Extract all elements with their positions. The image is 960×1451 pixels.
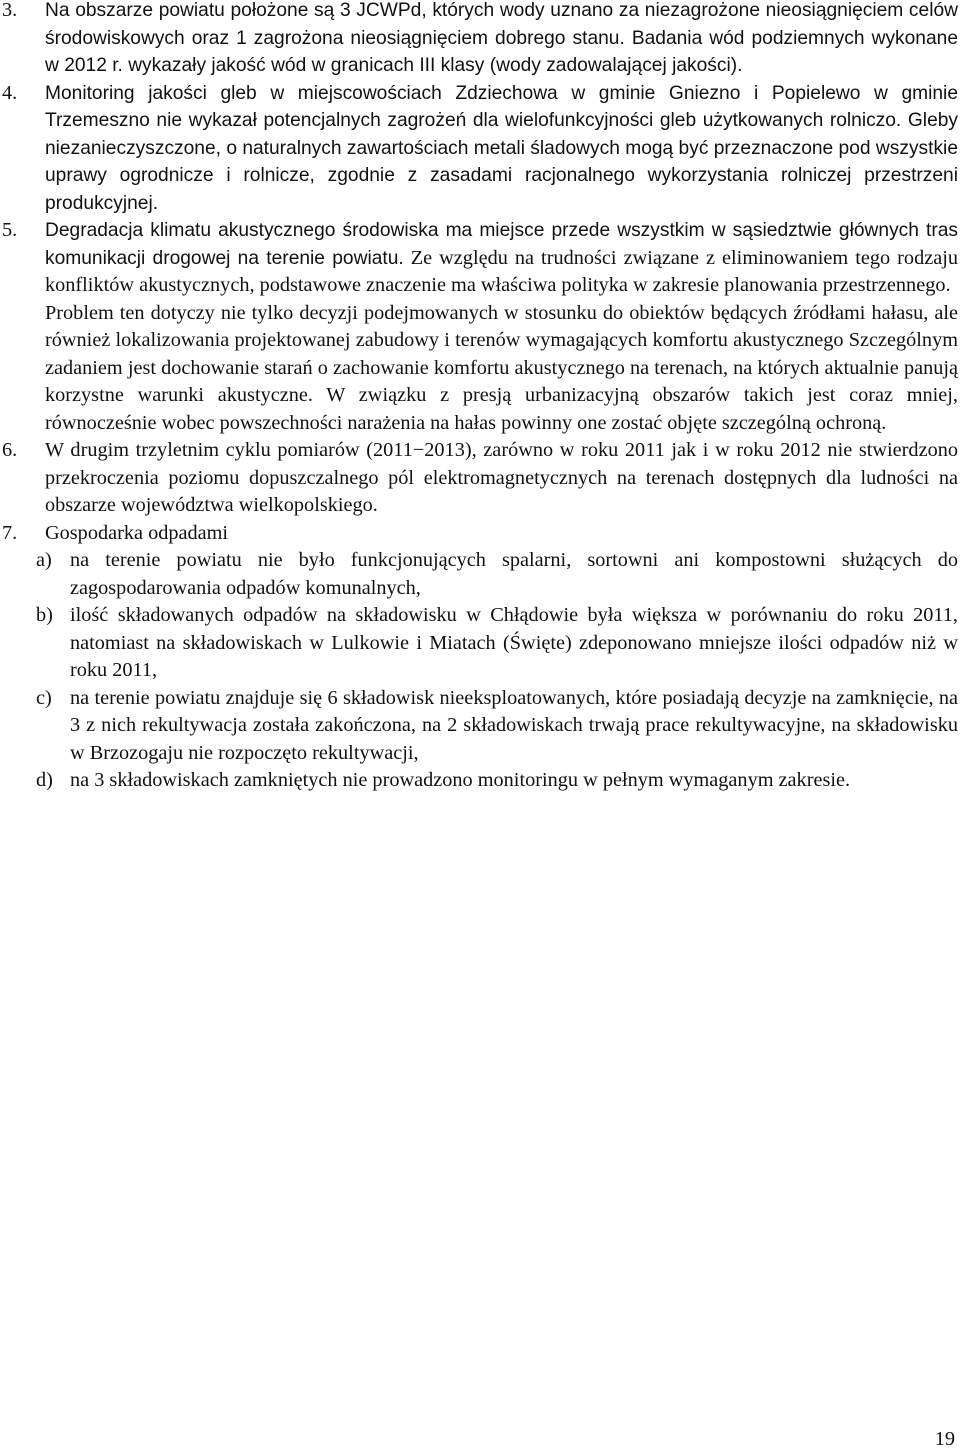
list-item-5: [0, 217, 958, 437]
subitem-label: b): [36, 604, 53, 626]
list-item-3: [0, 0, 958, 80]
item-text: W drugim trzyletnim cyklu pomiarów (2011−2013), zarówno w roku 2011 jak i w roku 2012 nie stwierdzono przekroczenia poziomu dopuszczalnego pól elektromagnetycznych na terenach dostępnych dla ludności na obszarze województwa wielkopolskiego.: [45, 439, 958, 516]
item-paragraph-2: Problem ten dotyczy nie tylko decyzji podejmowanych w stosunku do obiektów będących źródłami hałasu, ale również lokalizowania projektowanej zabudowy i terenów wymagających komfortu akustycznego Szczególnym zadaniem jest dochowanie starań o zachowanie komfortu akustycznego na terenach, na których aktualnie panują korzystne warunki akustyczne. W związku z presją urbanizacyjną obszarów takich jest coraz mniej, równocześnie wobec powszechności narażenia na hałas powinny one zostać objęte szczególną ochroną.: [45, 301, 958, 434]
subitem-d: [36, 767, 958, 795]
item-number: 6.: [2, 439, 18, 461]
subitem-label: a): [36, 549, 52, 571]
item-text-part-2: Ze względu na trudności związane z eliminowaniem tego rodzaju konfliktów akustycznych, podstawowe znaczenie ma właściwa polityka w zakresie planowania przestrzennego.: [45, 246, 958, 296]
list-item-7: [0, 520, 958, 548]
subitem-text: na terenie powiatu znajduje się 6 składowisk nieeksploatowanych, które posiadają decyzje na zamknięcie, na 3 z nich rekultywacja została zakończona, na 2 składowiskach trwają prace rekultywacyjne, na składowisku w Brzozogaju nie rozpoczęto rekultywacji,: [70, 686, 958, 764]
subitem-text: na 3 składowiskach zamkniętych nie prowadzono monitoringu w pełnym wymaganym zakresie.: [70, 769, 851, 791]
subitem-text: ilość składowanych odpadów na składowisku w Chłądowie była większa w porównaniu do roku 2011, natomiast na składowiskach w Lulkowie i Miatach (Święte) zdeponowano mniejsze ilości odpadów niż w roku 2011,: [70, 604, 958, 681]
subitem-label: c): [36, 686, 52, 709]
list-item-6: [0, 437, 958, 520]
item-text: [45, 217, 958, 437]
subitem-c: [36, 685, 958, 768]
item-paragraph-1: [45, 217, 958, 300]
item-text-part-1: Degradacja klimatu akustycznego środowiska ma miejsce przede wszystkim w sąsiedztwie głównych tras komunikacji drogowej na terenie powiatu.: [45, 220, 958, 269]
item-number: 3.: [2, 0, 18, 21]
subitem-b: [36, 602, 958, 685]
item-heading: Gospodarka odpadami: [45, 521, 229, 544]
list-item-4: [0, 80, 958, 218]
item-text-part-2: Gleby niezanieczyszczone, o naturalnych zawartościach metali śladowych mogą być przeznaczone pod wszystkie uprawy ogrodnicze i rolnicze, zgodnie z zasadami racjonalnego wykorzystania rolniczej przestrzeni produkcyjnej.: [45, 110, 958, 214]
item-number: 4.: [2, 81, 18, 104]
item-number: 5.: [2, 219, 18, 241]
item-text-part-1: Monitoring jakości gleb w miejscowościach Zdziechowa w gminie Gniezno i Popielewo w gminie Trzemeszno nie wykazał potencjalnych zagrożeń dla wielofunkcyjności gleb użytkowanych rolniczo.: [45, 82, 958, 131]
subitem-a: [36, 547, 958, 602]
subitem-label: d): [36, 769, 53, 791]
subitem-text: na terenie powiatu nie było funkcjonujących spalarni, sortowni ani kompostowni służących do zagospodarowania odpadów komunalnych,: [70, 549, 958, 599]
item-number: 7.: [2, 521, 18, 544]
page-number: 19: [934, 1428, 955, 1450]
item-text: Na obszarze powiatu położone są 3 JCWPd, których wody uznano za niezagrożone nieosiągnięciem celów środowiskowych oraz 1 zagrożona nieosiągnięciem dobrego stanu. Badania wód podziemnych wykonane w 2012 r. wykazały jakość wód w granicach III klasy (wody zadowalającej jakości).: [45, 0, 958, 76]
item-text: [45, 80, 958, 218]
